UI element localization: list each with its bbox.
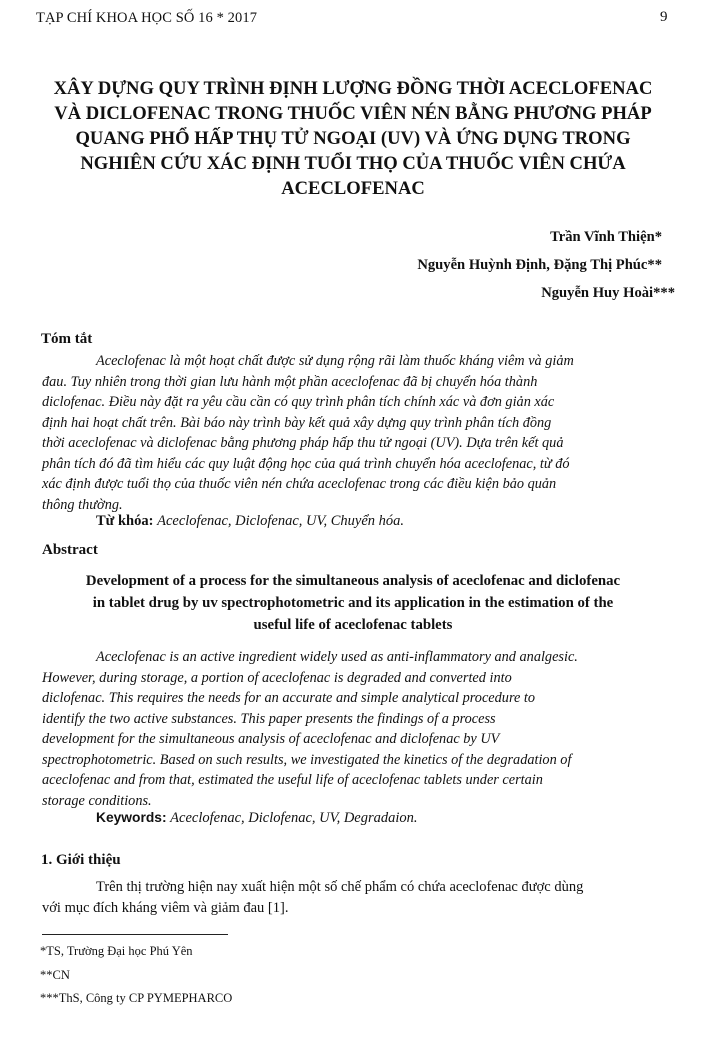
summary-line: Aceclofenac là một hoạt chất được sử dụng rộng rãi làm thuốc kháng viêm và giảm xyxy=(96,353,574,369)
abstract-line: Aceclofenac is an active ingredient widely used as anti-inflammatory and analgesic. xyxy=(96,649,578,665)
summary-line: xác định được tuổi thọ của thuốc viên nén chứa aceclofenac trong các điều kiện bảo quản xyxy=(42,476,557,492)
summary-line: thông thường. xyxy=(42,496,123,513)
summary-line: phân tích đó đã tìm hiểu các quy luật động học của quá trình chuyển hóa aceclofenac, từ đó xyxy=(42,455,570,472)
title-line: VÀ DICLOFENAC TRONG THUỐC VIÊN NÉN BẰNG PHƯƠNG PHÁP xyxy=(54,103,652,124)
abstract-line: storage conditions. xyxy=(42,792,152,809)
abstract-title xyxy=(36,570,670,636)
author-line: Nguyễn Huy Hoài*** xyxy=(541,285,675,301)
abstract-line: However, during storage, a portion of aceclofenac is degraded and converted into xyxy=(42,669,512,686)
summary-paragraph xyxy=(42,351,667,515)
keywords-label: Keywords: xyxy=(96,810,167,825)
introduction-paragraph xyxy=(42,877,667,919)
footnote: **CN xyxy=(40,968,70,982)
abstract-line: spectrophotometric. Based on such results, we investigated the kinetics of the degradation of xyxy=(42,751,572,768)
keywords-text: Aceclofenac, Diclofenac, UV, Degradaion. xyxy=(170,810,418,826)
keywords-label: Từ khóa: xyxy=(96,513,154,529)
summary-line: diclofenac. Điều này đặt ra yêu cầu cần có quy trình phân tích chính xác và đơn giản xác xyxy=(42,394,555,410)
introduction-line: với mục đích kháng viêm và giảm đau [1]. xyxy=(42,900,289,916)
footnote: ***ThS, Công ty CP PYMEPHARCO xyxy=(40,991,233,1005)
abstract-line: identify the two active substances. This paper presents the findings of a process xyxy=(42,710,496,727)
summary-line: thời aceclofenac và diclofenac bằng phương pháp hấp thu tử ngoại (UV). Dựa trên kết quả xyxy=(42,435,564,451)
title-line: XÂY DỰNG QUY TRÌNH ĐỊNH LƯỢNG ĐỒNG THỜI ACECLOFENAC xyxy=(53,78,653,99)
page-number: 9 xyxy=(660,9,668,25)
author-line: Nguyễn Huỳnh Định, Đặng Thị Phúc** xyxy=(417,257,662,273)
author-line: Trần Vĩnh Thiện* xyxy=(550,229,662,245)
paper-title xyxy=(36,76,670,201)
title-line: NGHIÊN CỨU XÁC ĐỊNH TUỔI THỌ CỦA THUỐC VIÊN CHỨA xyxy=(80,153,626,174)
abstract-paragraph xyxy=(42,647,667,811)
abstract-keywords xyxy=(96,810,418,827)
abstract-heading: Abstract xyxy=(42,542,98,558)
abstract-title-line: in tablet drug by uv spectrophotometric and its application in the estimation of the xyxy=(92,595,614,611)
abstract-line: diclofenac. This requires the needs for an accurate and simple analytical procedure to xyxy=(42,690,536,706)
footnote: *TS, Trường Đại học Phú Yên xyxy=(40,944,193,958)
summary-line: định hai hoạt chất trên. Bài báo này trình bày kết quả xây dựng quy trình phân tích đồng xyxy=(42,414,552,431)
abstract-title-line: Development of a process for the simultaneous analysis of aceclofenac and diclofenac xyxy=(85,573,621,589)
summary-line: đau. Tuy nhiên trong thời gian lưu hành một phần aceclofenac đã bị chuyển hóa thành xyxy=(42,373,538,390)
abstract-line: development for the simultaneous analysis of aceclofenac and diclofenac by UV xyxy=(42,731,500,747)
title-line: QUANG PHỔ HẤP THỤ TỬ NGOẠI (UV) VÀ ỨNG DỤNG TRONG xyxy=(75,128,631,149)
keywords-text: Aceclofenac, Diclofenac, UV, Chuyển hóa. xyxy=(157,513,405,529)
introduction-line: Trên thị trường hiện nay xuất hiện một số chế phẩm có chứa aceclofenac được dùng xyxy=(96,879,584,895)
summary-keywords xyxy=(96,513,404,530)
summary-heading: Tóm tắt xyxy=(41,331,93,347)
abstract-line: aceclofenac and from that, estimated the useful life of aceclofenac tablets under certain xyxy=(42,772,543,788)
title-line: ACECLOFENAC xyxy=(281,178,425,199)
abstract-title-line: useful life of aceclofenac tablets xyxy=(253,617,453,633)
running-head: TẠP CHÍ KHOA HỌC SỐ 16 * 2017 xyxy=(36,10,258,26)
footnote-divider xyxy=(42,934,228,935)
section-heading: 1. Giới thiệu xyxy=(41,852,121,868)
